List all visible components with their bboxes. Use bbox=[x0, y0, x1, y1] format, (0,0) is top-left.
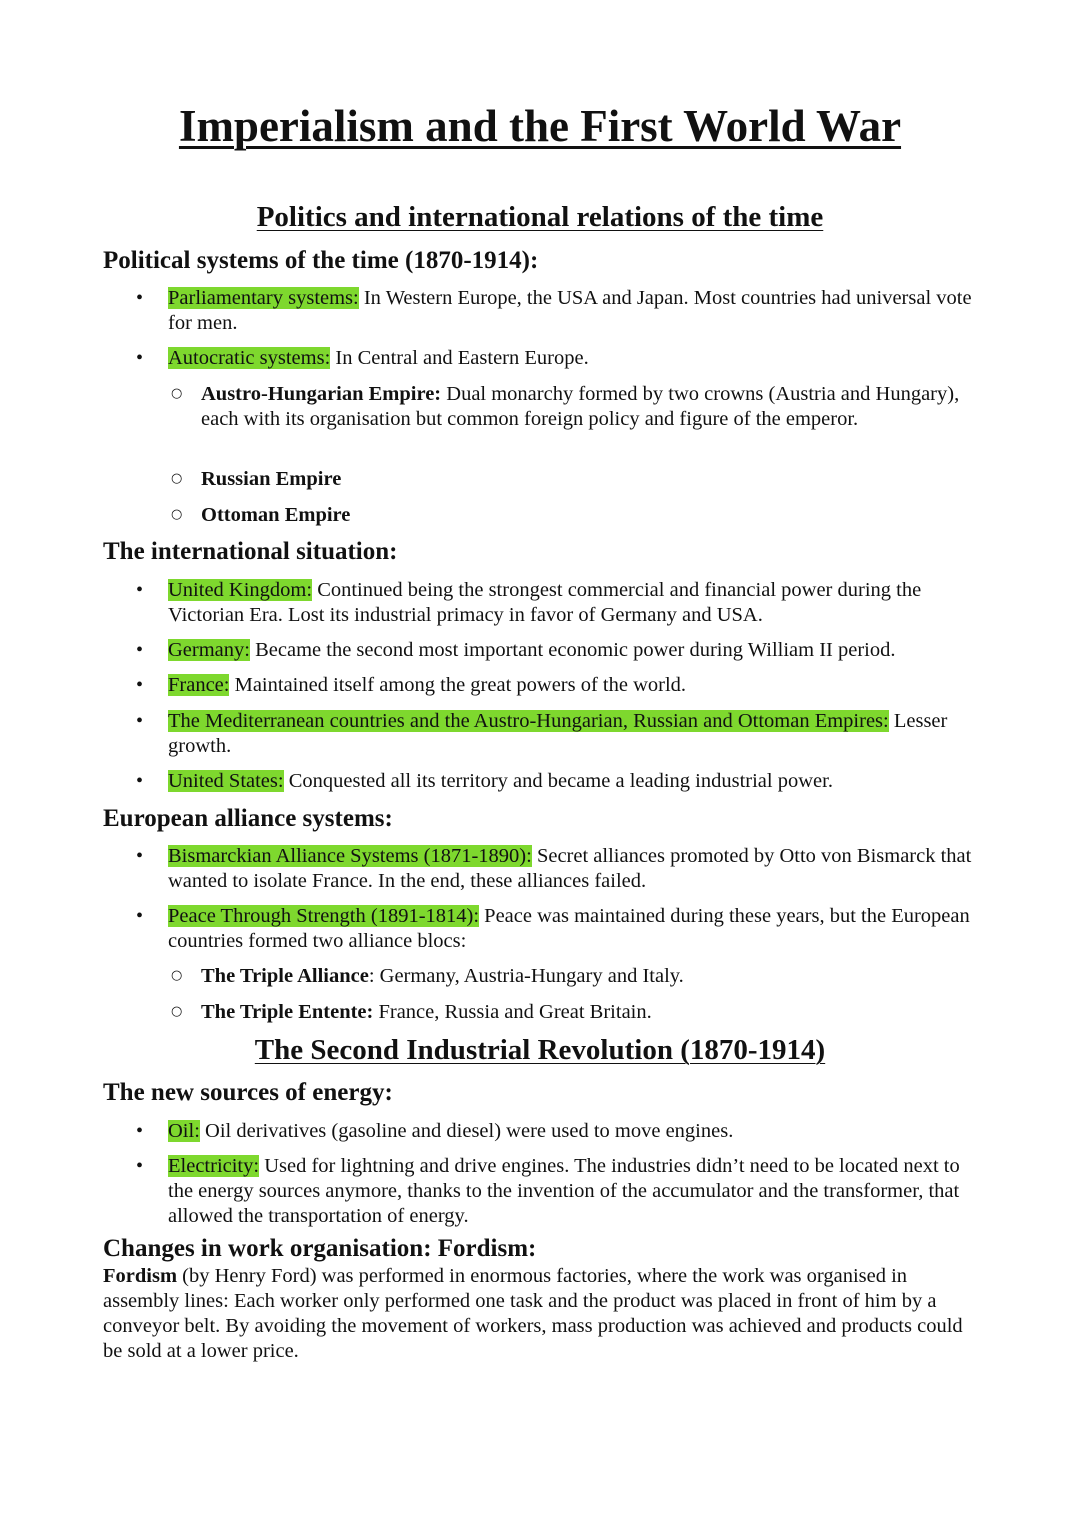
list-item: • United Kingdom: Continued being the strongest commercial and financial power during the Victorian Era. Lost its industrial primacy in favor of Germany and USA. bbox=[168, 578, 978, 628]
section-heading-industrial-revolution: The Second Industrial Revolution (1870-1914) bbox=[254, 1034, 826, 1066]
list-item: • Autocratic systems: In Central and Eastern Europe. bbox=[168, 346, 978, 371]
list-item: • Parliamentary systems: In Western Europe, the USA and Japan. Most countries had universal vote for men. bbox=[168, 286, 978, 336]
list-item: • France: Maintained itself among the great powers of the world. bbox=[168, 673, 978, 698]
heading-alliance-systems: European alliance systems: bbox=[103, 805, 393, 832]
highlight-label: United Kingdom: bbox=[168, 579, 313, 601]
list-item: • Germany: Became the second most important economic power during William II period. bbox=[168, 638, 978, 663]
highlight-label: France: bbox=[168, 674, 230, 696]
heading-political-systems: Political systems of the time (1870-1914): bbox=[103, 247, 539, 274]
highlight-label: Peace Through Strength (1891-1814): bbox=[168, 905, 480, 927]
list-item: • United States: Conquested all its territory and became a leading industrial power. bbox=[168, 769, 978, 794]
highlight-label: The Mediterranean countries and the Austro-Hungarian, Russian and Ottoman Empires: bbox=[168, 710, 889, 732]
sub-list-item: ○ Austro-Hungarian Empire: Dual monarchy formed by two crowns (Austria and Hungary), each with its organisation but common foreign policy and figure of the emperor. bbox=[201, 382, 981, 432]
list-item: • Peace Through Strength (1891-1814): Peace was maintained during these years, but the European countries formed two alliance blocs: bbox=[168, 904, 978, 954]
heading-international-situation: The international situation: bbox=[103, 538, 398, 565]
fordism-paragraph: Fordism (by Henry Ford) was performed in enormous factories, where the work was organised in assembly lines: Each worker only performed one task and the product was placed in front of him by a conveyor belt. By avoiding the movement of workers, mass production was achieved and products could be sold at a lower price. bbox=[103, 1265, 963, 1362]
highlight-label: Oil: bbox=[168, 1120, 200, 1142]
highlight-label: United States: bbox=[168, 770, 284, 792]
sub-list-item: ○ Ottoman Empire bbox=[201, 503, 981, 528]
sub-list-item: ○ Russian Empire bbox=[201, 467, 981, 492]
highlight-label: Electricity: bbox=[168, 1155, 260, 1177]
highlight-label: Germany: bbox=[168, 639, 250, 661]
list-item: • Oil: Oil derivatives (gasoline and diesel) were used to move engines. bbox=[168, 1119, 978, 1144]
list-item: • Bismarckian Alliance Systems (1871-1890): Secret alliances promoted by Otto von Bismarck that wanted to isolate France. In the end, these alliances failed. bbox=[168, 844, 978, 894]
heading-fordism: Changes in work organisation: Fordism: bbox=[103, 1235, 537, 1262]
heading-energy-sources: The new sources of energy: bbox=[103, 1079, 393, 1106]
highlight-label: Parliamentary systems: bbox=[168, 287, 359, 309]
highlight-label: Autocratic systems: bbox=[168, 347, 331, 369]
sub-list-item: ○ The Triple Alliance: Germany, Austria-Hungary and Italy. bbox=[201, 964, 981, 989]
list-item: • Electricity: Used for lightning and drive engines. The industries didn’t need to be located next to the energy sources anymore, thanks to the invention of the accumulator and the transformer, that allowed the transportation of energy. bbox=[168, 1154, 978, 1229]
page-title: Imperialism and the First World War bbox=[178, 101, 902, 151]
sub-list-item: ○ The Triple Entente: France, Russia and Great Britain. bbox=[201, 1000, 981, 1025]
section-heading-politics: Politics and international relations of the time bbox=[256, 201, 824, 233]
list-item: • The Mediterranean countries and the Austro-Hungarian, Russian and Ottoman Empires: Lesser growth. bbox=[168, 709, 978, 759]
highlight-label: Bismarckian Alliance Systems (1871-1890): bbox=[168, 845, 532, 867]
